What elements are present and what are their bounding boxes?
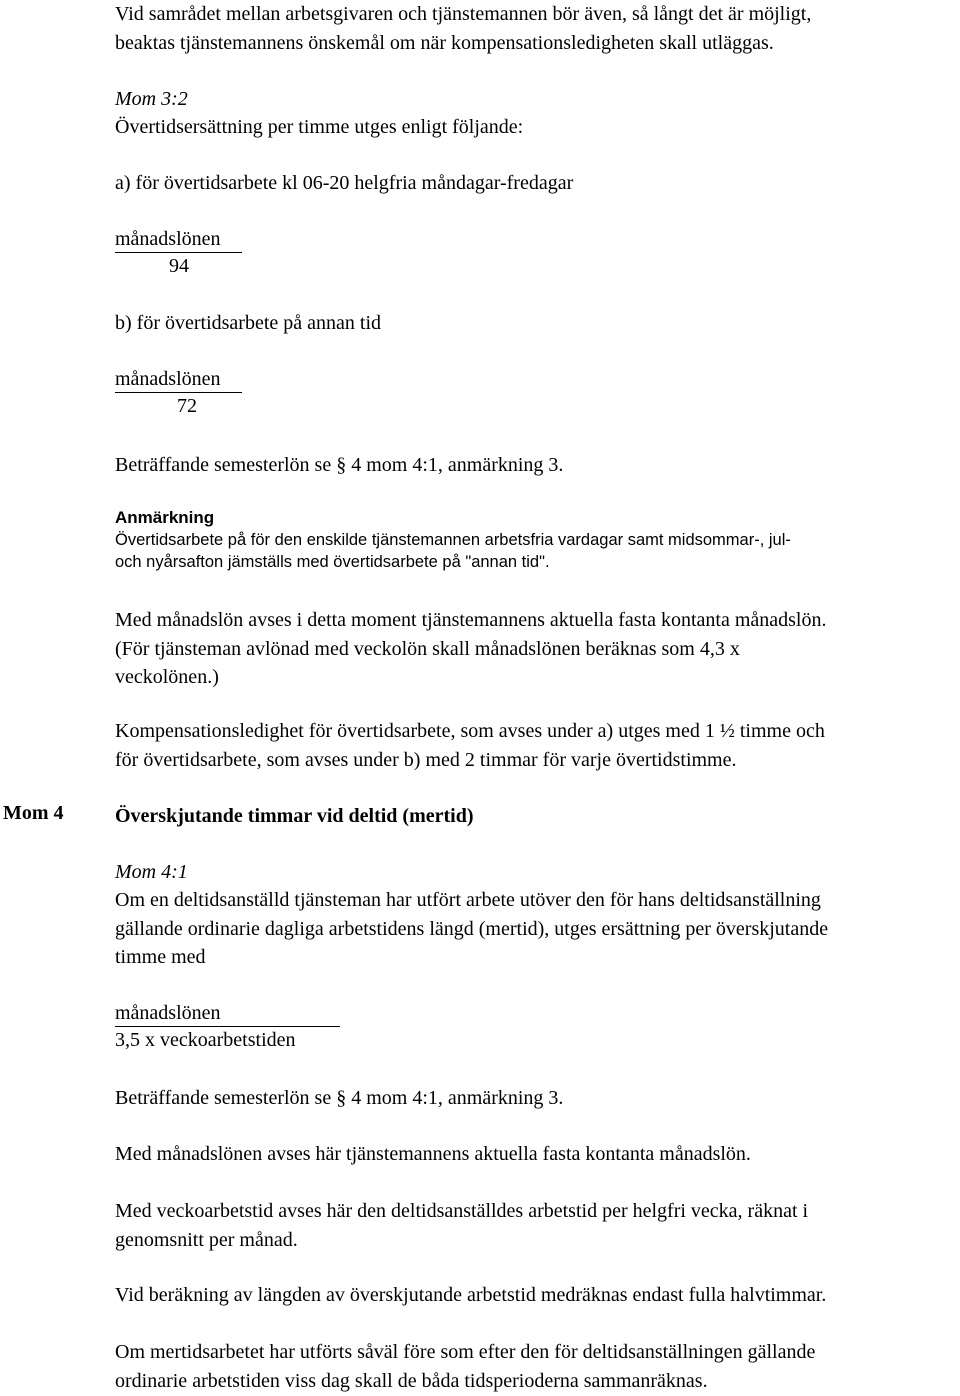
- text-line: gällande ordinarie dagliga arbetstidens längd (mertid), utges ersättning per överskjutande: [115, 917, 829, 940]
- semester-text-end: 4 mom 4:1, anmärkning 3.: [346, 1087, 564, 1109]
- semester-reference: [115, 451, 960, 480]
- text-line: (För tjänsteman avlönad med veckolön skall månadslönen beräknas som 4,3 x: [115, 637, 740, 660]
- note-line: och nyårsafton jämställs med övertidsarbete på "annan tid".: [115, 553, 550, 571]
- text-line: Vid samrådet mellan arbetsgivaren och tjänstemannen bör även, så långt det är möjligt,: [115, 3, 812, 25]
- text-line: veckolönen.): [115, 666, 219, 688]
- fraction-b-denominator: 72: [177, 395, 197, 417]
- text-line: ordinarie arbetstiden viss dag skall de båda tidsperioderna sammanräknas.: [115, 1369, 708, 1392]
- semester-text: Beträffande semesterlön se: [115, 1087, 337, 1109]
- text-line: Med veckoarbetstid avses här den deltidsanställdes arbetstid per helgfri vecka, räknat i: [115, 1200, 809, 1222]
- intro-paragraph: [115, 0, 960, 57]
- compensation-paragraph: [115, 717, 960, 774]
- fraction-a-numerator: månadslönen: [115, 226, 242, 253]
- item-b-text: b) för övertidsarbete på annan tid: [115, 312, 382, 334]
- mom-4-label: Mom 4: [3, 802, 64, 824]
- salary-definition: Med månadslönen avses här tjänstemannens aktuella fasta kontanta månadslön.: [115, 1143, 751, 1165]
- fraction-b-numerator: månadslönen: [115, 366, 242, 393]
- note-line: Övertidsarbete på för den enskilde tjänstemannen arbetsfria vardagar samt midsommar-, jul-: [115, 531, 791, 549]
- fraction-mertid-denominator: 3,5 x veckoarbetstiden: [115, 1029, 296, 1051]
- overtime-periods-paragraph: [115, 1338, 960, 1395]
- calculation-paragraph: Vid beräkning av längden av överskjutande arbetstid medräknas endast fulla halvtimmar.: [115, 1284, 827, 1306]
- text-line: beaktas tjänstemannens önskemål om när kompensationsledigheten skall utläggas.: [115, 31, 774, 54]
- text-line: genomsnitt per månad.: [115, 1228, 298, 1251]
- fraction-a-denominator: 94: [169, 255, 189, 277]
- text-line: Kompensationsledighet för övertidsarbete, som avses under a) utges med 1 ½ timme och: [115, 720, 825, 742]
- item-a-text: a) för övertidsarbete kl 06-20 helgfria måndagar-fredagar: [115, 172, 574, 194]
- mom-3-2-intro: Övertidsersättning per timme utges enligt följande:: [115, 116, 524, 138]
- fraction-mertid: [115, 1000, 960, 1053]
- mom-3-2-heading: Mom 3:2: [115, 88, 188, 110]
- semester-reference-4-1: [115, 1084, 960, 1113]
- note-title: Anmärkning: [115, 508, 215, 527]
- mom-4-1-paragraph: [115, 886, 960, 972]
- semester-text-end: 4 mom 4:1, anmärkning 3.: [346, 454, 564, 476]
- section-sign: §: [336, 1087, 347, 1109]
- text-line: för övertidsarbete, som avses under b) med 2 timmar för varje övertidstimme.: [115, 748, 737, 771]
- section-sign: §: [336, 454, 347, 476]
- mom-4-heading: Överskjutande timmar vid deltid (mertid): [115, 805, 474, 827]
- text-line: timme med: [115, 946, 206, 968]
- mom-4-1-heading: Mom 4:1: [115, 861, 188, 883]
- weekly-hours-paragraph: [115, 1197, 960, 1254]
- text-line: Med månadslön avses i detta moment tjänstemannens aktuella fasta kontanta månadslön.: [115, 609, 827, 631]
- semester-text: Beträffande semesterlön se: [115, 454, 337, 476]
- fraction-mertid-numerator: månadslönen: [115, 1000, 340, 1027]
- monthly-salary-paragraph: [115, 606, 960, 692]
- fraction-b: [115, 366, 960, 419]
- text-line: Om mertidsarbetet har utförts såväl före som efter den för deltidsanställningen gällande: [115, 1341, 816, 1363]
- note-block: [115, 507, 960, 573]
- fraction-a: [115, 226, 960, 279]
- text-line: Om en deltidsanställd tjänsteman har utfört arbete utöver den för hans deltidsanställning: [115, 889, 821, 911]
